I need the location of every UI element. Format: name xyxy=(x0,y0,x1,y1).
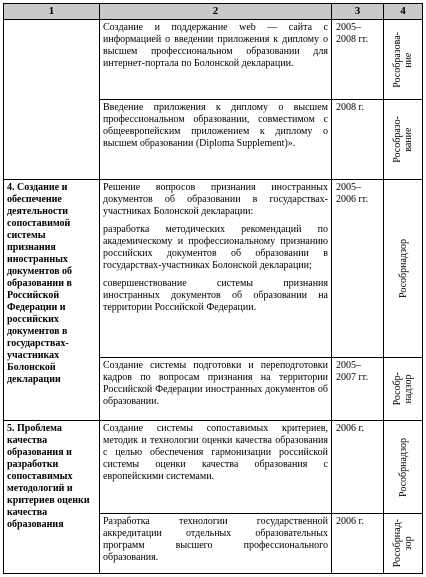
executor-cell xyxy=(384,100,423,180)
table-row xyxy=(4,421,423,514)
period-cell: 2008 г. xyxy=(332,100,384,180)
executor-cell xyxy=(384,20,423,100)
period-cell: 2005– 2008 гг. xyxy=(332,20,384,100)
problem-cell xyxy=(4,100,100,180)
header-col-1: 1 xyxy=(4,4,100,20)
problem-cell xyxy=(4,20,100,100)
activity-cell xyxy=(100,20,332,100)
header-col-2: 2 xyxy=(100,4,332,20)
activity-cell xyxy=(100,180,332,358)
executor-text: Рособразо- вание xyxy=(392,116,414,163)
problem-cell: 5. Проблема качества образования и разработки сопоставимых методологий и критериев оценки качества образования xyxy=(4,421,100,574)
activity-text: Введение приложения к диплому о высшем профессиональном образовании, совместимом с общеевропейским приложением к диплому о высшем образовании (Diploma Supplement)». xyxy=(103,102,328,149)
executor-text: Рособрнадзор xyxy=(397,239,409,298)
table-row xyxy=(4,20,423,100)
problem-cell: 4. Создание и обеспечение деятельности сопоставимой системы признания иностранных документов об образовании в Российской Федерации и российских документов в государствах-участниках Болонской декларации xyxy=(4,180,100,421)
activity-text: Создание и поддержание web — сайта с информацией о введении приложения к диплому о высшем профессиональном образовании для интернет-портала по Болонской декларации. xyxy=(103,22,328,69)
executor-cell xyxy=(384,358,423,421)
activity-text: Создание системы сопоставимых критериев, методик и технологии оценки качества образования с целью обеспечения гармонизации российской системы оценки качества образования с европейскими системами. xyxy=(103,423,328,482)
executor-cell xyxy=(384,514,423,574)
activity-cell xyxy=(100,421,332,514)
plan-table xyxy=(3,3,423,574)
executor-cell xyxy=(384,180,423,358)
table-row xyxy=(4,180,423,358)
table-row xyxy=(4,100,423,180)
header-row xyxy=(4,4,423,20)
activity-cell xyxy=(100,100,332,180)
header-col-4: 4 xyxy=(384,4,423,20)
executor-cell xyxy=(384,421,423,514)
header-col-3: 3 xyxy=(332,4,384,20)
period-cell: 2006 г. xyxy=(332,514,384,574)
activity-cell xyxy=(100,358,332,421)
period-cell: 2005– 2007 гг. xyxy=(332,358,384,421)
activity-text: Разработка технологии государственной аккредитации отдельных образовательных программ высшего профессионального образования. xyxy=(103,516,328,563)
period-cell: 2006 г. xyxy=(332,421,384,514)
activity-cell xyxy=(100,514,332,574)
executor-text: Рособрнад- зор xyxy=(392,519,414,568)
executor-text: Рособразова- ние xyxy=(392,31,414,88)
period-cell: 2005– 2006 гг. xyxy=(332,180,384,358)
activity-text: разработка методических рекомендаций по академическому и профессиональному признанию российских документов об образовании в государствах-участниках Болонской декларации; xyxy=(103,224,328,271)
activity-text: Создание системы подготовки и переподготовки кадров по вопросам признания на территории Российской Федерации иностранных документов об образовании. xyxy=(103,360,328,407)
activity-text: совершенствование системы признания иностранных документов об образовании на территории Российской Федерации. xyxy=(103,278,328,313)
activity-text: Решение вопросов признания иностранных документов об образовании в государствах-участниках Болонской декларации: xyxy=(103,182,328,217)
executor-text: Рособрнадзор xyxy=(397,437,409,497)
executor-text: Рособр- надзор xyxy=(392,372,414,406)
